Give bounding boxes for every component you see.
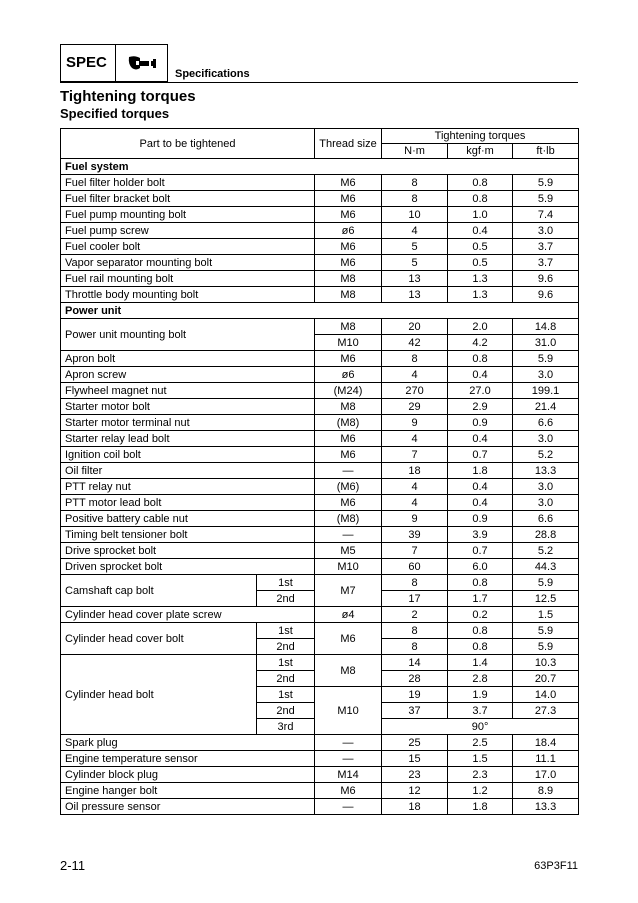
torque-ftlb: 11.1 bbox=[513, 751, 579, 767]
spec-label: SPEC bbox=[61, 45, 116, 81]
torque-ftlb: 3.7 bbox=[513, 255, 579, 271]
torque-kgfm: 2.9 bbox=[448, 399, 513, 415]
torque-ftlb: 28.8 bbox=[513, 527, 579, 543]
torque-nm: 4 bbox=[382, 431, 448, 447]
part-name: Fuel filter bracket bolt bbox=[61, 191, 315, 207]
torque-ftlb: 3.0 bbox=[513, 367, 579, 383]
part-name: Starter relay lead bolt bbox=[61, 431, 315, 447]
part-name: Timing belt tensioner bolt bbox=[61, 527, 315, 543]
torque-ftlb: 13.3 bbox=[513, 799, 579, 815]
tightening-step: 2nd bbox=[257, 671, 315, 687]
torque-ftlb: 9.6 bbox=[513, 271, 579, 287]
page-heading: Tightening torques bbox=[60, 88, 196, 105]
table-row bbox=[61, 399, 579, 415]
part-name: Positive battery cable nut bbox=[61, 511, 315, 527]
part-name: Throttle body mounting bolt bbox=[61, 287, 315, 303]
torque-kgfm: 4.2 bbox=[448, 335, 513, 351]
torque-ftlb: 12.5 bbox=[513, 591, 579, 607]
torque-nm: 8 bbox=[382, 639, 448, 655]
part-name: Drive sprocket bolt bbox=[61, 543, 315, 559]
thread-size: — bbox=[315, 735, 382, 751]
table-row bbox=[61, 351, 579, 367]
table-row bbox=[61, 623, 579, 639]
part-name: Fuel cooler bolt bbox=[61, 239, 315, 255]
thread-size: M6 bbox=[315, 255, 382, 271]
part-name: Ignition coil bolt bbox=[61, 447, 315, 463]
table-row bbox=[61, 431, 579, 447]
torque-kgfm: 2.5 bbox=[448, 735, 513, 751]
table-row bbox=[61, 255, 579, 271]
torque-kgfm: 0.4 bbox=[448, 367, 513, 383]
torque-kgfm: 0.9 bbox=[448, 511, 513, 527]
torque-nm: 4 bbox=[382, 223, 448, 239]
header-ftlb: ft·lb bbox=[513, 144, 579, 159]
part-name: Starter motor terminal nut bbox=[61, 415, 315, 431]
thread-size: M14 bbox=[315, 767, 382, 783]
torque-ftlb: 18.4 bbox=[513, 735, 579, 751]
torque-kgfm: 1.3 bbox=[448, 287, 513, 303]
table-row bbox=[61, 239, 579, 255]
table-row bbox=[61, 783, 579, 799]
torque-nm: 28 bbox=[382, 671, 448, 687]
thread-size: M6 bbox=[315, 431, 382, 447]
torque-ftlb: 3.0 bbox=[513, 479, 579, 495]
torque-ftlb: 3.0 bbox=[513, 431, 579, 447]
torque-kgfm: 0.7 bbox=[448, 447, 513, 463]
thread-size: — bbox=[315, 751, 382, 767]
torque-kgfm: 0.9 bbox=[448, 415, 513, 431]
torque-nm: 20 bbox=[382, 319, 448, 335]
part-name: Camshaft cap bolt bbox=[61, 575, 257, 607]
torque-kgfm: 1.8 bbox=[448, 799, 513, 815]
torque-kgfm: 0.8 bbox=[448, 575, 513, 591]
torque-nm: 2 bbox=[382, 607, 448, 623]
tightening-step: 1st bbox=[257, 655, 315, 671]
torque-kgfm: 6.0 bbox=[448, 559, 513, 575]
torque-kgfm: 2.8 bbox=[448, 671, 513, 687]
torque-table-body bbox=[61, 129, 579, 815]
table-row bbox=[61, 447, 579, 463]
torque-ftlb: 5.2 bbox=[513, 543, 579, 559]
table-row bbox=[61, 415, 579, 431]
torque-ftlb: 14.8 bbox=[513, 319, 579, 335]
thread-size: ø4 bbox=[315, 607, 382, 623]
tightening-step: 2nd bbox=[257, 591, 315, 607]
header-kgfm: kgf·m bbox=[448, 144, 513, 159]
part-name: Starter motor bolt bbox=[61, 399, 315, 415]
part-name: Power unit mounting bolt bbox=[61, 319, 315, 351]
torque-nm: 23 bbox=[382, 767, 448, 783]
torque-nm: 13 bbox=[382, 287, 448, 303]
table-row bbox=[61, 607, 579, 623]
thread-size: M8 bbox=[315, 399, 382, 415]
torque-ftlb: 44.3 bbox=[513, 559, 579, 575]
table-row bbox=[61, 287, 579, 303]
torque-kgfm: 0.8 bbox=[448, 351, 513, 367]
torque-kgfm: 0.2 bbox=[448, 607, 513, 623]
torque-ftlb: 21.4 bbox=[513, 399, 579, 415]
torque-ftlb: 14.0 bbox=[513, 687, 579, 703]
part-name: Apron bolt bbox=[61, 351, 315, 367]
section-row bbox=[61, 159, 579, 175]
table-row bbox=[61, 751, 579, 767]
torque-nm: 29 bbox=[382, 399, 448, 415]
header-nm: N·m bbox=[382, 144, 448, 159]
torque-ftlb: 7.4 bbox=[513, 207, 579, 223]
torque-kgfm: 1.8 bbox=[448, 463, 513, 479]
torque-nm: 9 bbox=[382, 511, 448, 527]
torque-ftlb: 5.9 bbox=[513, 623, 579, 639]
torque-kgfm: 1.0 bbox=[448, 207, 513, 223]
table-row bbox=[61, 575, 579, 591]
table-row bbox=[61, 207, 579, 223]
part-name: Engine hanger bolt bbox=[61, 783, 315, 799]
part-name: Fuel pump screw bbox=[61, 223, 315, 239]
part-name: PTT motor lead bolt bbox=[61, 495, 315, 511]
torque-kgfm: 1.5 bbox=[448, 751, 513, 767]
torque-kgfm: 0.8 bbox=[448, 175, 513, 191]
tightening-step: 1st bbox=[257, 623, 315, 639]
part-name: Fuel pump mounting bolt bbox=[61, 207, 315, 223]
thread-size: ø6 bbox=[315, 367, 382, 383]
thread-size: M8 bbox=[315, 271, 382, 287]
tightening-step: 3rd bbox=[257, 719, 315, 735]
torque-nm: 25 bbox=[382, 735, 448, 751]
spec-tab-box bbox=[60, 44, 168, 82]
thread-size: ø6 bbox=[315, 223, 382, 239]
table-row bbox=[61, 383, 579, 399]
header-part: Part to be tightened bbox=[61, 129, 315, 159]
thread-size: M8 bbox=[315, 655, 382, 687]
torque-nm: 12 bbox=[382, 783, 448, 799]
part-name: Flywheel magnet nut bbox=[61, 383, 315, 399]
torque-kgfm: 0.4 bbox=[448, 223, 513, 239]
torque-nm: 8 bbox=[382, 191, 448, 207]
torque-ftlb: 5.2 bbox=[513, 447, 579, 463]
torque-ftlb: 13.3 bbox=[513, 463, 579, 479]
table-row bbox=[61, 511, 579, 527]
torque-kgfm: 3.7 bbox=[448, 703, 513, 719]
tightening-step: 2nd bbox=[257, 703, 315, 719]
torque-ftlb: 199.1 bbox=[513, 383, 579, 399]
thread-size: M6 bbox=[315, 783, 382, 799]
torque-ftlb: 6.6 bbox=[513, 415, 579, 431]
torque-ftlb: 27.3 bbox=[513, 703, 579, 719]
torque-nm: 8 bbox=[382, 575, 448, 591]
thread-size: M5 bbox=[315, 543, 382, 559]
part-name: Cylinder block plug bbox=[61, 767, 315, 783]
specification-icon-cell bbox=[116, 45, 167, 81]
thread-size: M7 bbox=[315, 575, 382, 607]
thread-size: M6 bbox=[315, 495, 382, 511]
torque-nm: 270 bbox=[382, 383, 448, 399]
torque-nm: 8 bbox=[382, 351, 448, 367]
torque-kgfm: 0.4 bbox=[448, 495, 513, 511]
wrench-icon bbox=[127, 54, 159, 74]
page-number: 2-11 bbox=[60, 858, 86, 873]
torque-ftlb: 3.0 bbox=[513, 495, 579, 511]
thread-size: M10 bbox=[315, 335, 382, 351]
torque-nm: 19 bbox=[382, 687, 448, 703]
part-name: Vapor separator mounting bolt bbox=[61, 255, 315, 271]
table-row bbox=[61, 479, 579, 495]
table-row bbox=[61, 223, 579, 239]
torque-nm: 17 bbox=[382, 591, 448, 607]
tightening-step: 2nd bbox=[257, 639, 315, 655]
torque-ftlb: 31.0 bbox=[513, 335, 579, 351]
thread-size: — bbox=[315, 799, 382, 815]
torque-kgfm: 1.3 bbox=[448, 271, 513, 287]
part-name: Cylinder head bolt bbox=[61, 655, 257, 735]
torque-nm: 7 bbox=[382, 543, 448, 559]
thread-size: M6 bbox=[315, 623, 382, 655]
torque-nm: 7 bbox=[382, 447, 448, 463]
thread-size: M8 bbox=[315, 287, 382, 303]
tightening-step: 1st bbox=[257, 687, 315, 703]
torque-ftlb: 3.0 bbox=[513, 223, 579, 239]
torque-kgfm: 0.5 bbox=[448, 255, 513, 271]
torque-kgfm: 0.7 bbox=[448, 543, 513, 559]
document-code: 63P3F11 bbox=[534, 860, 578, 872]
table-row bbox=[61, 367, 579, 383]
part-name: Apron screw bbox=[61, 367, 315, 383]
torque-nm: 15 bbox=[382, 751, 448, 767]
torque-kgfm: 1.2 bbox=[448, 783, 513, 799]
thread-size: M6 bbox=[315, 447, 382, 463]
part-name: Cylinder head cover bolt bbox=[61, 623, 257, 655]
section-row bbox=[61, 303, 579, 319]
table-header-row bbox=[61, 129, 579, 144]
torque-kgfm: 2.0 bbox=[448, 319, 513, 335]
torque-nm: 4 bbox=[382, 495, 448, 511]
torque-kgfm: 0.8 bbox=[448, 191, 513, 207]
torque-nm: 13 bbox=[382, 271, 448, 287]
thread-size: M6 bbox=[315, 175, 382, 191]
torque-nm: 4 bbox=[382, 479, 448, 495]
thread-size: M6 bbox=[315, 239, 382, 255]
torque-kgfm: 1.7 bbox=[448, 591, 513, 607]
torque-ftlb: 5.9 bbox=[513, 639, 579, 655]
thread-size: M6 bbox=[315, 207, 382, 223]
torque-nm: 14 bbox=[382, 655, 448, 671]
torque-ftlb: 5.9 bbox=[513, 351, 579, 367]
thread-size: (M24) bbox=[315, 383, 382, 399]
table-row bbox=[61, 799, 579, 815]
torque-ftlb: 17.0 bbox=[513, 767, 579, 783]
part-name: Oil pressure sensor bbox=[61, 799, 315, 815]
part-name: Oil filter bbox=[61, 463, 315, 479]
tightening-step: 1st bbox=[257, 575, 315, 591]
torque-nm: 5 bbox=[382, 255, 448, 271]
thread-size: — bbox=[315, 463, 382, 479]
table-row bbox=[61, 495, 579, 511]
torque-kgfm: 3.9 bbox=[448, 527, 513, 543]
torque-nm: 39 bbox=[382, 527, 448, 543]
torque-ftlb: 8.9 bbox=[513, 783, 579, 799]
table-row bbox=[61, 175, 579, 191]
table-row bbox=[61, 735, 579, 751]
torque-kgfm: 0.4 bbox=[448, 479, 513, 495]
torque-ftlb: 10.3 bbox=[513, 655, 579, 671]
table-row bbox=[61, 559, 579, 575]
torque-ftlb: 20.7 bbox=[513, 671, 579, 687]
torque-kgfm: 27.0 bbox=[448, 383, 513, 399]
torque-nm: 18 bbox=[382, 463, 448, 479]
torque-ftlb: 1.5 bbox=[513, 607, 579, 623]
part-name: Cylinder head cover plate screw bbox=[61, 607, 315, 623]
thread-size: (M6) bbox=[315, 479, 382, 495]
torque-kgfm: 0.8 bbox=[448, 623, 513, 639]
torque-nm: 60 bbox=[382, 559, 448, 575]
header-rule bbox=[60, 82, 578, 83]
thread-size: (M8) bbox=[315, 415, 382, 431]
thread-size: M6 bbox=[315, 351, 382, 367]
tightening-angle: 90° bbox=[382, 719, 579, 735]
torque-nm: 8 bbox=[382, 623, 448, 639]
part-name: Fuel rail mounting bolt bbox=[61, 271, 315, 287]
torque-kgfm: 1.4 bbox=[448, 655, 513, 671]
section-title: Fuel system bbox=[61, 159, 579, 175]
page-subheading: Specified torques bbox=[60, 106, 170, 121]
torque-ftlb: 6.6 bbox=[513, 511, 579, 527]
torque-ftlb: 5.9 bbox=[513, 191, 579, 207]
thread-size: M8 bbox=[315, 319, 382, 335]
part-name: Driven sprocket bolt bbox=[61, 559, 315, 575]
part-name: Spark plug bbox=[61, 735, 315, 751]
table-row bbox=[61, 463, 579, 479]
header-thread: Thread size bbox=[315, 129, 382, 159]
torque-kgfm: 0.5 bbox=[448, 239, 513, 255]
header-title: Specifications bbox=[175, 68, 250, 80]
torque-kgfm: 1.9 bbox=[448, 687, 513, 703]
torque-nm: 4 bbox=[382, 367, 448, 383]
thread-size: (M8) bbox=[315, 511, 382, 527]
torque-nm: 18 bbox=[382, 799, 448, 815]
table-row bbox=[61, 527, 579, 543]
section-title: Power unit bbox=[61, 303, 579, 319]
table-row bbox=[61, 767, 579, 783]
torque-kgfm: 0.4 bbox=[448, 431, 513, 447]
torque-kgfm: 0.8 bbox=[448, 639, 513, 655]
thread-size: — bbox=[315, 527, 382, 543]
header-torques: Tightening torques bbox=[382, 129, 579, 144]
torque-ftlb: 5.9 bbox=[513, 575, 579, 591]
torque-kgfm: 2.3 bbox=[448, 767, 513, 783]
table-row bbox=[61, 319, 579, 335]
part-name: Fuel filter holder bolt bbox=[61, 175, 315, 191]
torque-nm: 42 bbox=[382, 335, 448, 351]
torque-nm: 37 bbox=[382, 703, 448, 719]
part-name: PTT relay nut bbox=[61, 479, 315, 495]
thread-size: M6 bbox=[315, 191, 382, 207]
torque-nm: 8 bbox=[382, 175, 448, 191]
torque-nm: 5 bbox=[382, 239, 448, 255]
thread-size: M10 bbox=[315, 687, 382, 735]
torque-table bbox=[60, 128, 579, 815]
table-row bbox=[61, 191, 579, 207]
thread-size: M10 bbox=[315, 559, 382, 575]
torque-nm: 9 bbox=[382, 415, 448, 431]
table-row bbox=[61, 271, 579, 287]
table-row bbox=[61, 655, 579, 671]
torque-ftlb: 9.6 bbox=[513, 287, 579, 303]
torque-ftlb: 5.9 bbox=[513, 175, 579, 191]
part-name: Engine temperature sensor bbox=[61, 751, 315, 767]
torque-ftlb: 3.7 bbox=[513, 239, 579, 255]
table-row bbox=[61, 543, 579, 559]
torque-nm: 10 bbox=[382, 207, 448, 223]
